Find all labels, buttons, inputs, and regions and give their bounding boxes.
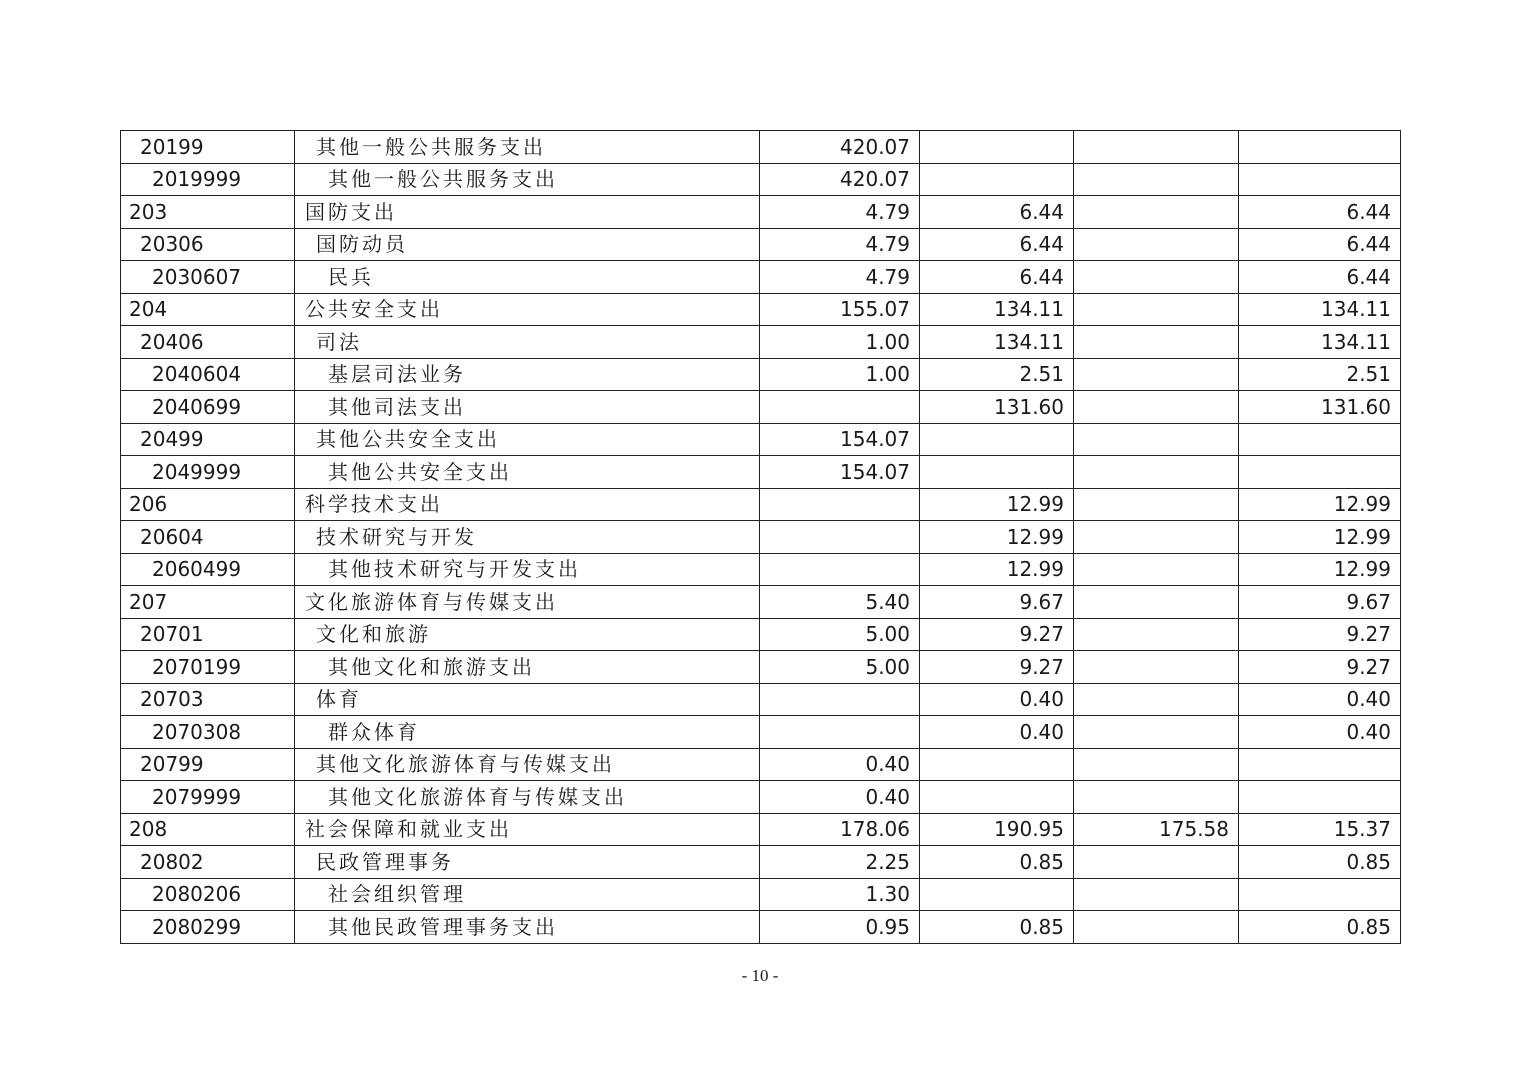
cell-amount-3	[1074, 456, 1239, 489]
cell-amount-3	[1074, 131, 1239, 164]
cell-amount-3	[1074, 553, 1239, 586]
table-row	[121, 716, 1401, 749]
cell-name: 其他司法支出	[295, 391, 760, 424]
cell-amount-2: 12.99	[920, 521, 1074, 554]
cell-amount-2: 0.40	[920, 683, 1074, 716]
cell-amount-4	[1239, 163, 1401, 196]
cell-amount-4: 15.37	[1239, 813, 1401, 846]
cell-amount-2	[920, 131, 1074, 164]
cell-amount-1: 0.40	[760, 748, 920, 781]
cell-amount-1: 420.07	[760, 163, 920, 196]
cell-amount-4: 0.85	[1239, 911, 1401, 944]
table-row	[121, 261, 1401, 294]
cell-amount-3	[1074, 748, 1239, 781]
cell-amount-3	[1074, 651, 1239, 684]
cell-amount-2: 6.44	[920, 261, 1074, 294]
cell-amount-1: 1.00	[760, 358, 920, 391]
cell-amount-1: 4.79	[760, 196, 920, 229]
cell-code: 2030607	[121, 261, 295, 294]
cell-name: 民兵	[295, 261, 760, 294]
cell-amount-3	[1074, 326, 1239, 359]
cell-amount-4: 0.40	[1239, 716, 1401, 749]
cell-name: 文化和旅游	[295, 618, 760, 651]
cell-amount-4	[1239, 423, 1401, 456]
cell-amount-2: 12.99	[920, 488, 1074, 521]
cell-code: 2040604	[121, 358, 295, 391]
cell-amount-3	[1074, 878, 1239, 911]
table-row	[121, 391, 1401, 424]
cell-amount-4	[1239, 456, 1401, 489]
cell-amount-3	[1074, 423, 1239, 456]
cell-amount-3	[1074, 716, 1239, 749]
table-row	[121, 131, 1401, 164]
cell-amount-3	[1074, 228, 1239, 261]
table-row	[121, 293, 1401, 326]
cell-name: 国防支出	[295, 196, 760, 229]
cell-amount-3	[1074, 521, 1239, 554]
cell-name: 其他一般公共服务支出	[295, 163, 760, 196]
cell-amount-2: 134.11	[920, 326, 1074, 359]
cell-name: 其他文化旅游体育与传媒支出	[295, 781, 760, 814]
cell-amount-2	[920, 748, 1074, 781]
table-row	[121, 553, 1401, 586]
cell-amount-4: 12.99	[1239, 521, 1401, 554]
cell-name: 文化旅游体育与传媒支出	[295, 586, 760, 619]
cell-amount-3	[1074, 846, 1239, 879]
cell-amount-1	[760, 553, 920, 586]
cell-code: 2080206	[121, 878, 295, 911]
cell-amount-4: 131.60	[1239, 391, 1401, 424]
table-row	[121, 846, 1401, 879]
cell-amount-1: 5.00	[760, 651, 920, 684]
cell-amount-1	[760, 683, 920, 716]
cell-amount-2	[920, 163, 1074, 196]
cell-code: 20701	[121, 618, 295, 651]
cell-amount-1: 5.00	[760, 618, 920, 651]
cell-amount-3	[1074, 261, 1239, 294]
table-body	[121, 131, 1401, 944]
cell-amount-2: 12.99	[920, 553, 1074, 586]
cell-amount-4: 12.99	[1239, 553, 1401, 586]
table-row	[121, 326, 1401, 359]
cell-amount-1: 0.40	[760, 781, 920, 814]
cell-name: 其他文化和旅游支出	[295, 651, 760, 684]
cell-amount-1: 1.30	[760, 878, 920, 911]
cell-amount-1	[760, 521, 920, 554]
cell-name: 司法	[295, 326, 760, 359]
cell-amount-2: 131.60	[920, 391, 1074, 424]
cell-name: 民政管理事务	[295, 846, 760, 879]
cell-code: 208	[121, 813, 295, 846]
cell-name: 其他一般公共服务支出	[295, 131, 760, 164]
cell-amount-4: 0.40	[1239, 683, 1401, 716]
cell-amount-2: 6.44	[920, 228, 1074, 261]
table-row	[121, 683, 1401, 716]
cell-code: 2040699	[121, 391, 295, 424]
cell-amount-3	[1074, 391, 1239, 424]
cell-amount-2: 2.51	[920, 358, 1074, 391]
table-row	[121, 618, 1401, 651]
cell-amount-3	[1074, 618, 1239, 651]
table-row	[121, 196, 1401, 229]
cell-amount-4: 6.44	[1239, 196, 1401, 229]
cell-code: 20802	[121, 846, 295, 879]
table-row	[121, 911, 1401, 944]
table-row	[121, 456, 1401, 489]
table-row	[121, 813, 1401, 846]
cell-name: 其他公共安全支出	[295, 456, 760, 489]
cell-amount-3	[1074, 163, 1239, 196]
cell-amount-4: 134.11	[1239, 326, 1401, 359]
cell-amount-4	[1239, 131, 1401, 164]
table-row	[121, 488, 1401, 521]
cell-amount-1: 178.06	[760, 813, 920, 846]
cell-amount-4: 134.11	[1239, 293, 1401, 326]
cell-amount-2: 190.95	[920, 813, 1074, 846]
cell-name: 体育	[295, 683, 760, 716]
cell-code: 206	[121, 488, 295, 521]
cell-amount-4: 2.51	[1239, 358, 1401, 391]
cell-amount-3	[1074, 488, 1239, 521]
cell-name: 群众体育	[295, 716, 760, 749]
table-row	[121, 651, 1401, 684]
cell-amount-4: 9.67	[1239, 586, 1401, 619]
cell-code: 2080299	[121, 911, 295, 944]
cell-name: 技术研究与开发	[295, 521, 760, 554]
cell-amount-1: 155.07	[760, 293, 920, 326]
cell-amount-2: 6.44	[920, 196, 1074, 229]
cell-amount-1: 0.95	[760, 911, 920, 944]
table-row	[121, 586, 1401, 619]
cell-amount-2	[920, 456, 1074, 489]
cell-amount-1	[760, 716, 920, 749]
cell-code: 20306	[121, 228, 295, 261]
cell-amount-2: 134.11	[920, 293, 1074, 326]
cell-amount-4	[1239, 781, 1401, 814]
table-row	[121, 521, 1401, 554]
cell-amount-4	[1239, 748, 1401, 781]
cell-code: 204	[121, 293, 295, 326]
cell-code: 2070199	[121, 651, 295, 684]
cell-code: 20799	[121, 748, 295, 781]
table-row	[121, 781, 1401, 814]
cell-name: 科学技术支出	[295, 488, 760, 521]
cell-amount-2	[920, 781, 1074, 814]
cell-amount-1: 154.07	[760, 456, 920, 489]
budget-table	[120, 130, 1401, 944]
cell-amount-2: 9.27	[920, 618, 1074, 651]
cell-amount-4: 6.44	[1239, 261, 1401, 294]
cell-amount-2: 9.67	[920, 586, 1074, 619]
cell-amount-4	[1239, 878, 1401, 911]
cell-name: 社会组织管理	[295, 878, 760, 911]
cell-amount-2: 9.27	[920, 651, 1074, 684]
cell-amount-3	[1074, 683, 1239, 716]
cell-amount-4: 9.27	[1239, 618, 1401, 651]
cell-code: 2060499	[121, 553, 295, 586]
cell-amount-1: 5.40	[760, 586, 920, 619]
cell-amount-1: 1.00	[760, 326, 920, 359]
cell-amount-2: 0.85	[920, 911, 1074, 944]
cell-code: 2070308	[121, 716, 295, 749]
cell-code: 20703	[121, 683, 295, 716]
cell-amount-1: 2.25	[760, 846, 920, 879]
cell-amount-1: 154.07	[760, 423, 920, 456]
budget-table-container	[120, 130, 1400, 944]
page-number: - 10 -	[741, 966, 779, 985]
cell-amount-3	[1074, 196, 1239, 229]
cell-name: 其他文化旅游体育与传媒支出	[295, 748, 760, 781]
cell-name: 其他技术研究与开发支出	[295, 553, 760, 586]
cell-amount-1: 4.79	[760, 228, 920, 261]
cell-code: 20604	[121, 521, 295, 554]
cell-amount-4: 9.27	[1239, 651, 1401, 684]
cell-name: 社会保障和就业支出	[295, 813, 760, 846]
cell-code: 20499	[121, 423, 295, 456]
cell-amount-2	[920, 423, 1074, 456]
cell-code: 203	[121, 196, 295, 229]
cell-code: 2049999	[121, 456, 295, 489]
cell-name: 其他公共安全支出	[295, 423, 760, 456]
cell-amount-1: 4.79	[760, 261, 920, 294]
cell-amount-3	[1074, 358, 1239, 391]
cell-amount-4: 6.44	[1239, 228, 1401, 261]
cell-amount-3	[1074, 911, 1239, 944]
cell-amount-3	[1074, 781, 1239, 814]
cell-code: 207	[121, 586, 295, 619]
cell-amount-2	[920, 878, 1074, 911]
cell-code: 2019999	[121, 163, 295, 196]
cell-name: 公共安全支出	[295, 293, 760, 326]
table-row	[121, 358, 1401, 391]
cell-name: 基层司法业务	[295, 358, 760, 391]
cell-amount-1	[760, 391, 920, 424]
cell-amount-1: 420.07	[760, 131, 920, 164]
cell-amount-1	[760, 488, 920, 521]
cell-code: 2079999	[121, 781, 295, 814]
cell-amount-3: 175.58	[1074, 813, 1239, 846]
cell-amount-2: 0.85	[920, 846, 1074, 879]
cell-code: 20406	[121, 326, 295, 359]
cell-amount-3	[1074, 293, 1239, 326]
table-row	[121, 163, 1401, 196]
table-row	[121, 423, 1401, 456]
cell-amount-4: 0.85	[1239, 846, 1401, 879]
cell-amount-4: 12.99	[1239, 488, 1401, 521]
table-row	[121, 878, 1401, 911]
cell-amount-2: 0.40	[920, 716, 1074, 749]
cell-name: 国防动员	[295, 228, 760, 261]
table-row	[121, 748, 1401, 781]
cell-code: 20199	[121, 131, 295, 164]
cell-name: 其他民政管理事务支出	[295, 911, 760, 944]
table-row	[121, 228, 1401, 261]
cell-amount-3	[1074, 586, 1239, 619]
